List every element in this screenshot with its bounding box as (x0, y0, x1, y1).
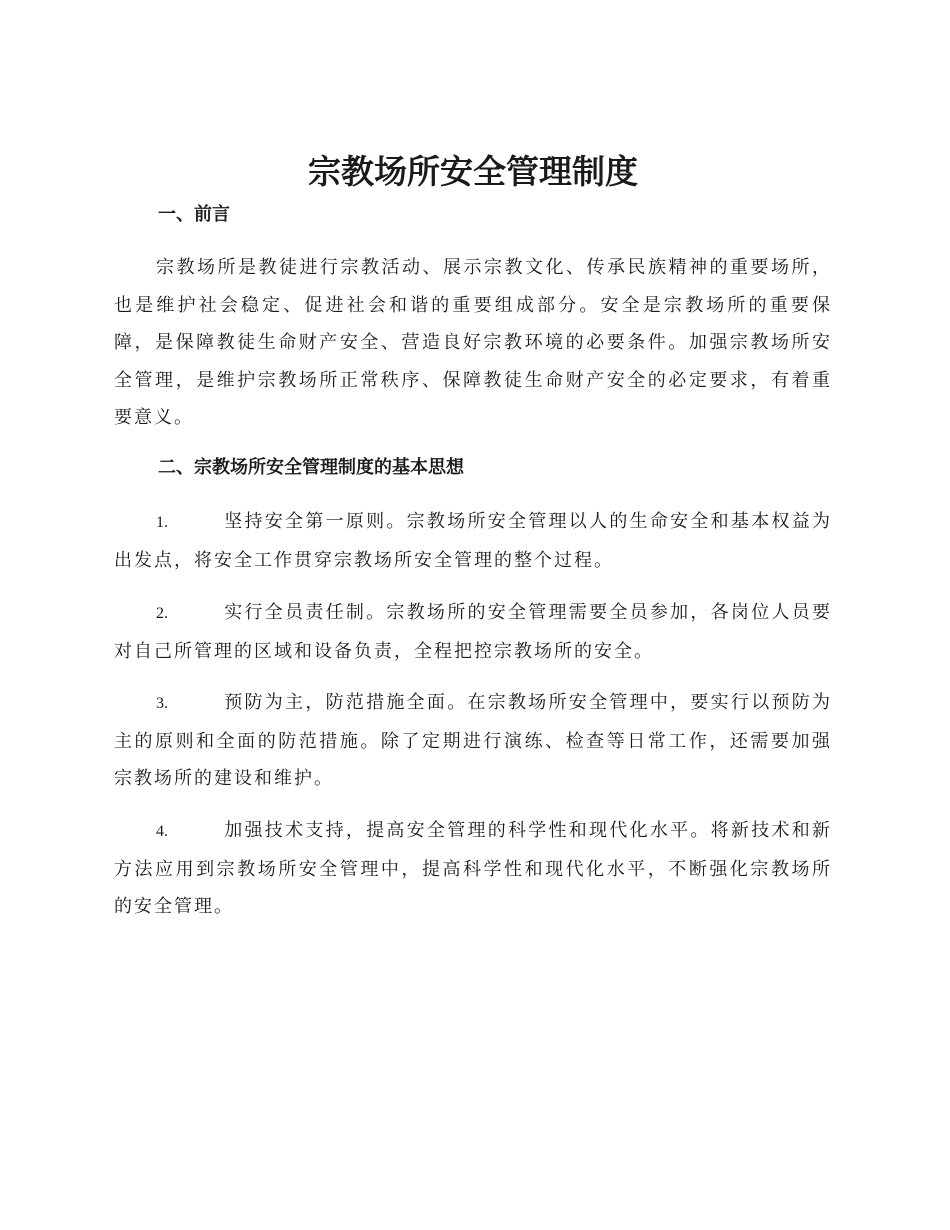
list-item (114, 503, 832, 579)
list-item-number: 2. (156, 605, 168, 622)
list-item-text: 实行全员责任制。宗教场所的安全管理需要全员参加，各岗位人员要对自己所管理的区域和设备负责，全程把控宗教场所的安全。 (114, 602, 832, 662)
list-item-text: 预防为主，防范措施全面。在宗教场所安全管理中，要实行以预防为主的原则和全面的防范措施。除了定期进行演练、检查等日常工作，还需要加强宗教场所的建设和维护。 (114, 692, 832, 789)
list-item-number: 3. (156, 695, 168, 712)
section-heading-basic-ideas: 二、宗教场所安全管理制度的基本思想 (158, 457, 464, 478)
list-item-number: 4. (156, 823, 168, 840)
list-item (114, 684, 832, 798)
list-item (114, 594, 832, 670)
list-item-text: 加强技术支持，提高安全管理的科学性和现代化水平。将新技术和新方法应用到宗教场所安全管理中，提高科学性和现代化水平，不断强化宗教场所的安全管理。 (114, 820, 832, 917)
list-item-text: 坚持安全第一原则。宗教场所安全管理以人的生命安全和基本权益为出发点，将安全工作贯穿宗教场所安全管理的整个过程。 (114, 511, 832, 571)
document-title: 宗教场所安全管理制度 (308, 152, 638, 191)
section-heading-preface: 一、前言 (158, 204, 230, 225)
preface-paragraph: 宗教场所是教徒进行宗教活动、展示宗教文化、传承民族精神的重要场所，也是维护社会稳定、促进社会和谐的重要组成部分。安全是宗教场所的重要保障，是保障教徒生命财产安全、营造良好宗教环境的必要条件。加强宗教场所安全管理，是维护宗教场所正常秩序、保障教徒生命财产安全的必定要求，有着重要意义。 (114, 257, 832, 428)
list-item-number: 1. (156, 514, 168, 531)
list-item (114, 812, 832, 926)
